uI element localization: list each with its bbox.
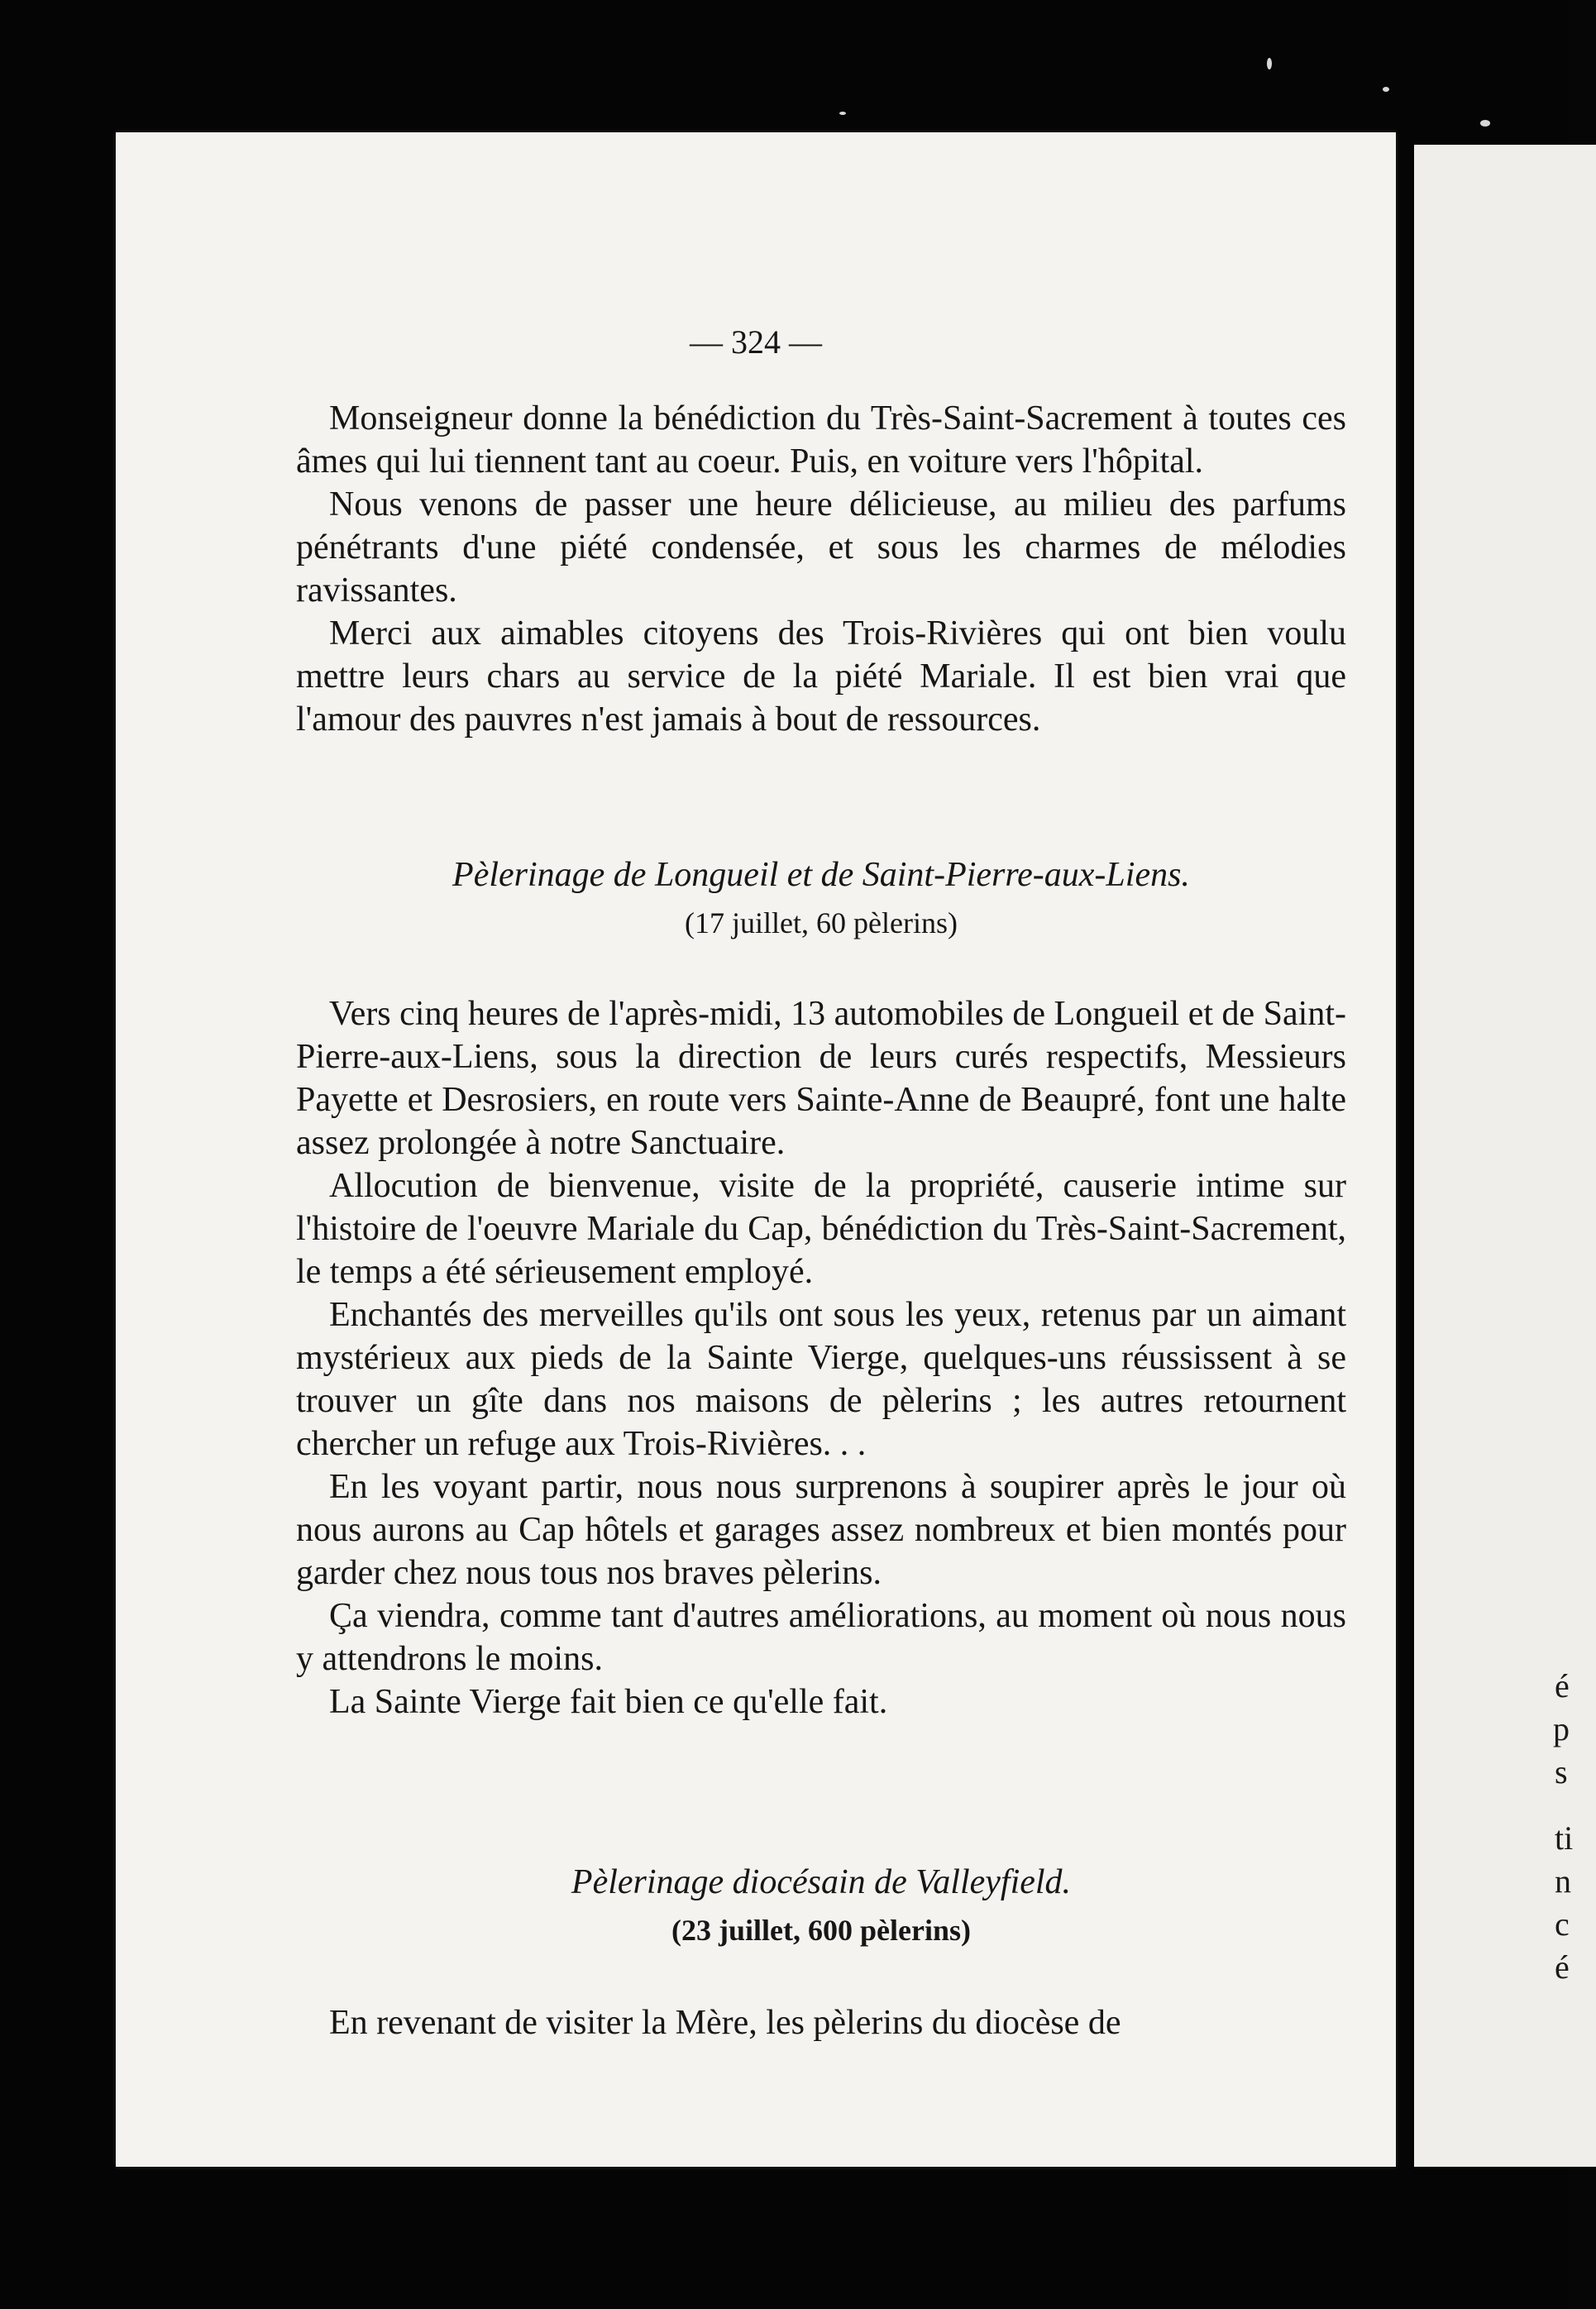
adjacent-fragment: n (1555, 1862, 1571, 1900)
adjacent-fragment: p (1553, 1710, 1570, 1747)
adjacent-fragment: é (1555, 1948, 1570, 1986)
section-longueil-body (296, 992, 1346, 1723)
paragraph: Nous venons de passer une heure délicieuse, au milieu des parfums pénétrants d'une piété condensée, et sous les charmes de mélodies ravissantes. (296, 485, 1346, 610)
opening-text (296, 397, 1346, 741)
adjacent-fragment: c (1555, 1905, 1570, 1943)
dust-speck (1383, 87, 1389, 92)
section-subtitle: (23 juillet, 600 pèlerins) (671, 1914, 971, 1947)
paragraph: En les voyant partir, nous nous surprenons à soupirer après le jour où nous aurons au Cap hôtels et garages assez nombreux et bien montés pour garder chez nous tous nos braves pèlerins. (296, 1468, 1346, 1592)
paragraph: Merci aux aimables citoyens des Trois-Rivières qui ont bien voulu mettre leurs chars au service de la piété Mariale. Il est bien vrai que l'amour des pauvres n'est jamais à bout de ressources. (296, 614, 1346, 739)
paragraph: Monseigneur donne la bénédiction du Très-Saint-Sacrement à toutes ces âmes qui lui tiennent tant au coeur. Puis, en voiture vers l'hôpital. (296, 399, 1346, 480)
paragraph: Ça viendra, comme tant d'autres améliorations, au moment où nous nous y attendrons le moins. (296, 1597, 1346, 1678)
page-number: — 324 — (690, 323, 822, 361)
section-title: Pèlerinage de Longueil et de Saint-Pierre-aux-Liens. (452, 856, 1190, 894)
dust-speck (1480, 120, 1490, 127)
section-title: Pèlerinage diocésain de Valleyfield. (571, 1863, 1072, 1901)
adjacent-fragment: é (1555, 1667, 1570, 1704)
document-page (116, 132, 1396, 2167)
section-valleyfield-header (296, 1861, 1346, 1952)
section-subtitle: (17 juillet, 60 pèlerins) (685, 906, 958, 939)
section-valleyfield-body (296, 2001, 1346, 2044)
paragraph: En revenant de visiter la Mère, les pèlerins du diocèse de (329, 2004, 1121, 2042)
adjacent-fragment: s (1555, 1753, 1568, 1790)
adjacent-page (1414, 145, 1596, 2167)
paragraph: Vers cinq heures de l'après-midi, 13 automobiles de Longueil et de Saint-Pierre-aux-Liens, sous la direction de leurs curés respectifs, Messieurs Payette et Desrosiers, en route vers Sainte-Anne de Beaupré, font une halte assez prolongée à notre Sanctuaire. (296, 995, 1346, 1162)
section-longueil-header (296, 853, 1346, 944)
paragraph: Enchantés des merveilles qu'ils ont sous les yeux, retenus par un aimant mystérieux aux pieds de la Sainte Vierge, quelques-uns réussissent à se trouver un gîte dans nos maisons de pèlerins ; les autres retournent chercher un refuge aux Trois-Rivières. . . (296, 1296, 1346, 1463)
adjacent-fragment: ti (1555, 1819, 1574, 1857)
paragraph: La Sainte Vierge fait bien ce qu'elle fait. (329, 1683, 888, 1721)
dust-speck (839, 112, 846, 115)
paragraph: Allocution de bienvenue, visite de la propriété, causerie intime sur l'histoire de l'oeuvre Mariale du Cap, bénédiction du Très-Saint-Sacrement, le temps a été sérieusement employé. (296, 1167, 1346, 1291)
dust-speck (1267, 58, 1272, 69)
